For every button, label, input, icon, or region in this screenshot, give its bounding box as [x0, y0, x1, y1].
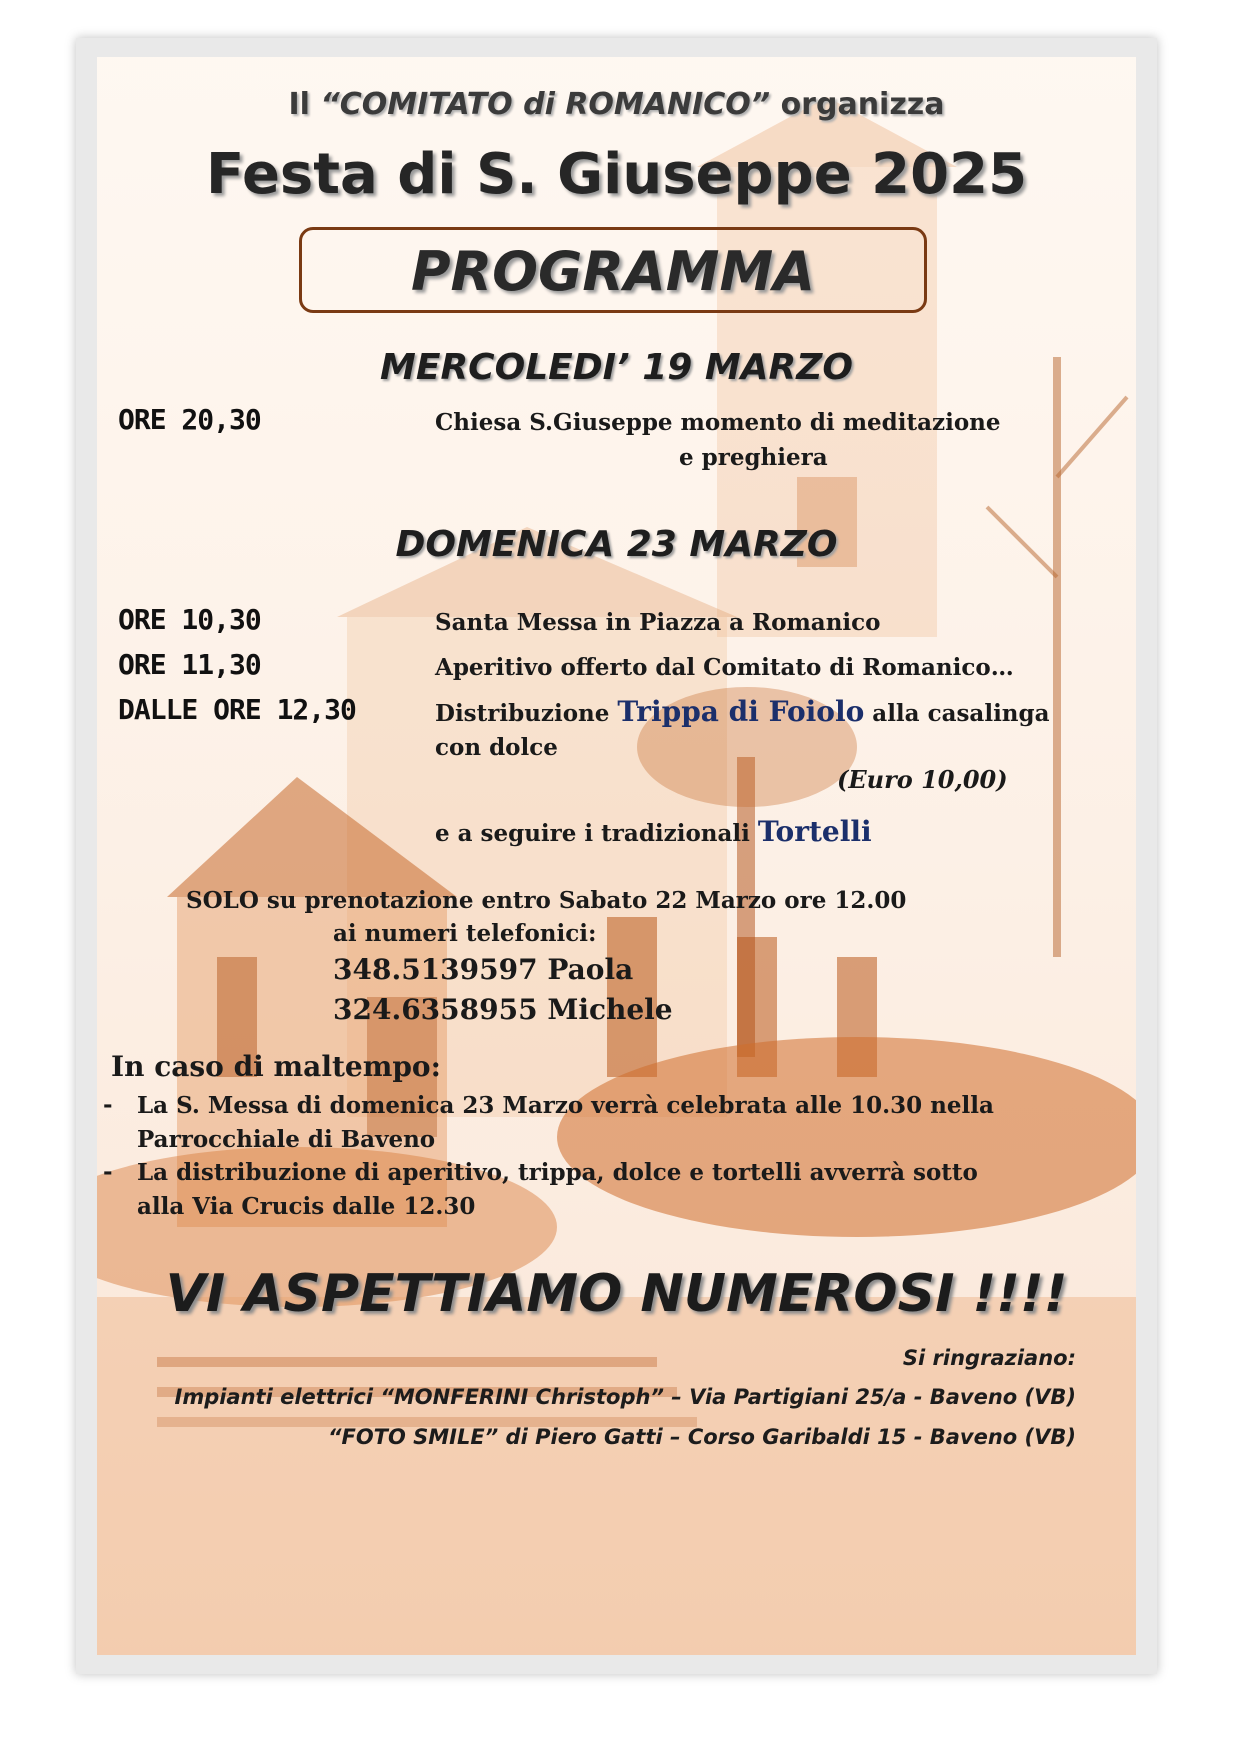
organizer-line	[97, 87, 1136, 122]
booking-notice: SOLO su prenotazione entro Sabato 22 Marzo ore 12.00	[186, 887, 907, 914]
tripe-highlight: Trippa di Foiolo	[617, 695, 865, 728]
organizer-suffix: organizza	[770, 87, 945, 122]
sponsor-line: Impianti elettrici “MONFERINI Christoph” – Via Partigiani 25/a - Baveno (VB)	[174, 1385, 1076, 1409]
bad-weather-heading: In caso di maltempo:	[111, 1050, 441, 1083]
closing-slogan: VI ASPETTIAMO NUMEROSI !!!!	[165, 1264, 1068, 1324]
day2-event-time: ORE 10,30	[118, 603, 261, 636]
program-box	[299, 227, 927, 313]
day2-event-text: Santa Messa in Piazza a Romanico	[435, 609, 881, 636]
day2-event-text: Aperitivo offerto dal Comitato di Romanico…	[435, 654, 1014, 681]
price: (Euro 10,00)	[837, 765, 1008, 794]
booking-phones-label: ai numeri telefonici:	[333, 920, 597, 947]
tortelli-text: e a seguire i tradizionali	[435, 820, 758, 847]
tripe-text-before: Distribuzione	[435, 700, 618, 727]
day2-event-time: ORE 11,30	[118, 648, 261, 681]
sponsor-line: “FOTO SMILE” di Piero Gatti – Corso Garibaldi 15 - Baveno (VB)	[327, 1425, 1076, 1449]
bad-weather-item: La distribuzione di aperitivo, trippa, dolce e tortelli avverrà sotto alla Via Crucis dalle 12.30	[137, 1159, 978, 1220]
day1-event-time: ORE 20,30	[118, 403, 261, 436]
tortelli-line	[435, 815, 872, 848]
organizer-prefix: Il	[288, 87, 321, 122]
bad-weather-item: La S. Messa di domenica 23 Marzo verrà celebrata alle 10.30 nella Parrocchiale di Baveno	[137, 1092, 994, 1153]
bullet-marker: -	[103, 1091, 113, 1118]
day2-heading: DOMENICA 23 MARZO	[395, 524, 838, 565]
thanks-heading: Si ringraziano:	[902, 1346, 1076, 1370]
day1-event-line2: e preghiera	[679, 444, 828, 471]
festival-title: Festa di S. Giuseppe 2025	[205, 142, 1028, 207]
poster	[97, 57, 1136, 1655]
day1-event-line1: Chiesa S.Giuseppe momento di meditazione	[435, 409, 1001, 436]
organizer-name: “COMITATO di ROMANICO”	[320, 87, 771, 122]
program-label: PROGRAMMA	[410, 240, 816, 303]
phone-number: 348.5139597 Paola	[333, 953, 634, 986]
day1-heading: MERCOLEDI’ 19 MARZO	[380, 347, 853, 388]
day2-event-time: DALLE ORE 12,30	[118, 693, 356, 726]
tripe-line2: con dolce	[435, 734, 558, 761]
tortelli-highlight: Tortelli	[757, 815, 872, 848]
bullet-marker: -	[103, 1158, 113, 1185]
phone-number: 324.6358955 Michele	[333, 993, 673, 1026]
tripe-distribution-line	[435, 695, 1050, 728]
tripe-text-after: alla casalinga	[864, 700, 1050, 727]
